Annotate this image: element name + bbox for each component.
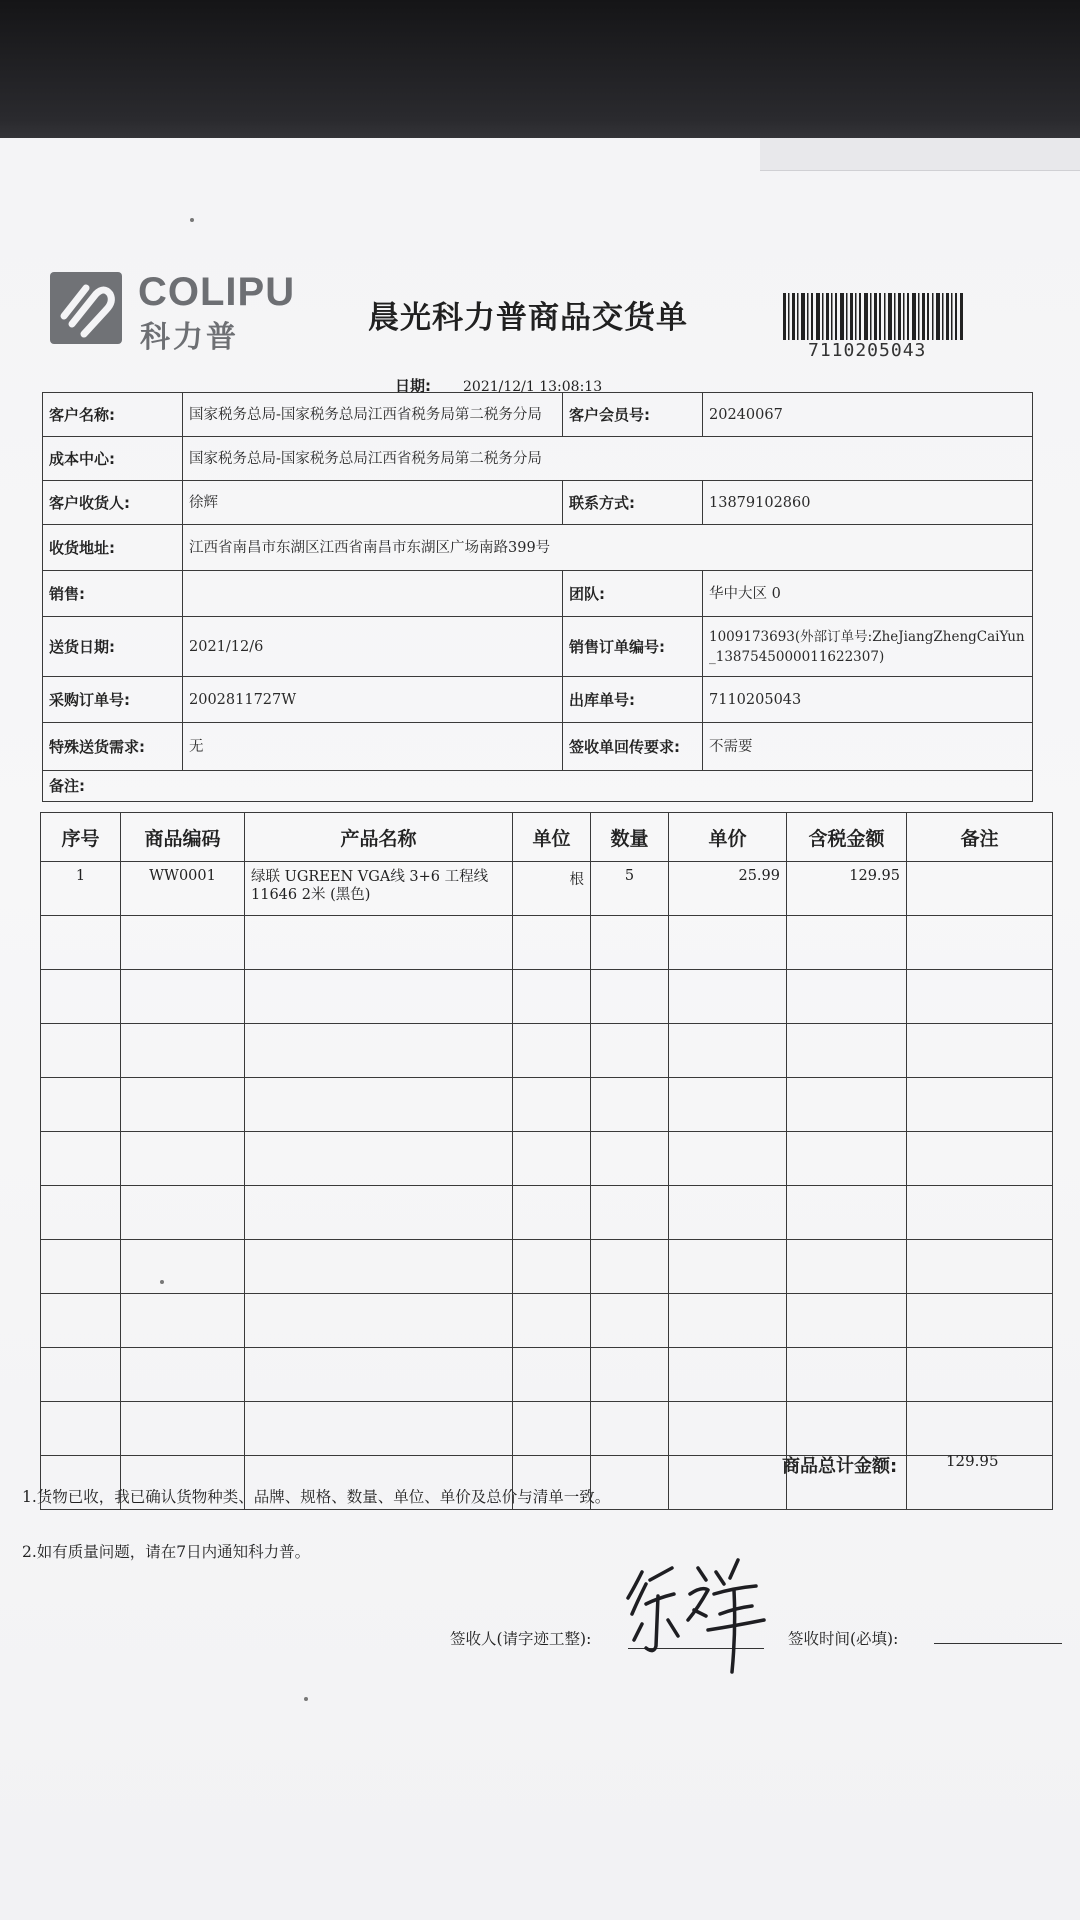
- table-row-empty: [41, 1240, 1053, 1294]
- cost-center-label: 成本中心:: [43, 437, 183, 481]
- signer-label: 签收人(请字迹工整):: [450, 1630, 592, 1648]
- item-remark: [907, 862, 1053, 916]
- receipt-requirement-label: 签收单回传要求:: [563, 723, 703, 771]
- table-row-empty: [41, 916, 1053, 970]
- total-value: 129.95: [946, 1452, 999, 1470]
- table-row-empty: [41, 970, 1053, 1024]
- paper-tear: [760, 138, 1080, 171]
- customer-info-table: [42, 392, 1033, 802]
- info-row: [43, 393, 1033, 437]
- colipu-logo: [50, 270, 296, 355]
- items-table: [40, 812, 1053, 1510]
- table-row-empty: [41, 1024, 1053, 1078]
- customer-name-label: 客户名称:: [43, 393, 183, 437]
- info-row: [43, 677, 1033, 723]
- document-title: 晨光科力普商品交货单: [368, 300, 688, 336]
- special-delivery-value: 无: [183, 723, 563, 771]
- team-value: 华中大区 0: [703, 571, 1033, 617]
- col-header-qty: 数量: [591, 813, 669, 862]
- info-row: [43, 437, 1033, 481]
- special-delivery-label: 特殊送货需求:: [43, 723, 183, 771]
- logo-chinese: 科力普: [140, 320, 239, 355]
- table-row-empty: [41, 1186, 1053, 1240]
- info-row: [43, 525, 1033, 571]
- table-row-empty: [41, 1078, 1053, 1132]
- delivery-date-label: 送货日期:: [43, 617, 183, 677]
- member-no-value: 20240067: [703, 393, 1033, 437]
- contact-value: 13879102860: [703, 481, 1033, 525]
- item-unit: 根: [513, 862, 591, 916]
- barcode-icon: [783, 293, 965, 340]
- member-no-label: 客户会员号:: [563, 393, 703, 437]
- sign-time-label: 签收时间(必填):: [788, 1630, 899, 1648]
- info-row: [43, 617, 1033, 677]
- sign-time-line: [934, 1643, 1062, 1644]
- purchase-order-label: 采购订单号:: [43, 677, 183, 723]
- item-price: 25.99: [669, 862, 787, 916]
- sales-value: [183, 571, 563, 617]
- confirmation-note: 1.货物已收，我已确认货物种类、品牌、规格、数量、单位、单价及总价与清单一致。: [22, 1488, 611, 1506]
- items-header-row: [41, 813, 1053, 862]
- info-row: [43, 481, 1033, 525]
- quality-note: 2.如有质量问题，请在7日内通知科力普。: [22, 1543, 311, 1561]
- col-header-no: 序号: [41, 813, 121, 862]
- contact-label: 联系方式:: [563, 481, 703, 525]
- sales-order-value: 1009173693(外部订单号:ZheJiangZhengCaiYun_1387545000011622307): [703, 617, 1033, 677]
- item-no: 1: [41, 862, 121, 916]
- team-label: 团队:: [563, 571, 703, 617]
- purchase-order-value: 2002811727W: [183, 677, 563, 723]
- info-row: [43, 571, 1033, 617]
- paper-speck: [190, 218, 194, 222]
- table-row-empty: [41, 1294, 1053, 1348]
- barcode-number: 7110205043: [808, 340, 927, 361]
- date-label: 日期:: [395, 377, 431, 395]
- outbound-label: 出库单号:: [563, 677, 703, 723]
- date-value: 2021/12/1 13:08:13: [463, 379, 603, 395]
- info-row: [43, 723, 1033, 771]
- receipt-requirement-value: 不需要: [703, 723, 1033, 771]
- col-header-unit: 单位: [513, 813, 591, 862]
- background-dark: [0, 0, 1080, 150]
- customer-name-value: 国家税务总局-国家税务总局江西省税务局第二税务分局: [183, 393, 563, 437]
- remark-label: 备注:: [43, 771, 1033, 802]
- col-header-price: 单价: [669, 813, 787, 862]
- sales-label: 销售:: [43, 571, 183, 617]
- col-header-amount: 含税金额: [787, 813, 907, 862]
- receiver-value: 徐辉: [183, 481, 563, 525]
- col-header-remark: 备注: [907, 813, 1053, 862]
- receiver-label: 客户收货人:: [43, 481, 183, 525]
- table-row: [41, 862, 1053, 916]
- remark-row: [43, 771, 1033, 802]
- paperclip-icon: [50, 272, 122, 344]
- item-amount: 129.95: [787, 862, 907, 916]
- item-code: WW0001: [121, 862, 245, 916]
- col-header-name: 产品名称: [245, 813, 513, 862]
- address-value: 江西省南昌市东湖区江西省南昌市东湖区广场南路399号: [183, 525, 1033, 571]
- outbound-value: 7110205043: [703, 677, 1033, 723]
- col-header-code: 商品编码: [121, 813, 245, 862]
- handwritten-signature: [624, 1550, 774, 1680]
- address-label: 收货地址:: [43, 525, 183, 571]
- sales-order-label: 销售订单编号:: [563, 617, 703, 677]
- logo-wordmark: COLIPU: [138, 270, 296, 314]
- total-label: 商品总计金额:: [782, 1456, 898, 1477]
- table-row-empty: [41, 1348, 1053, 1402]
- paper-speck: [304, 1697, 308, 1701]
- table-row-empty: [41, 1402, 1053, 1456]
- table-row-empty: [41, 1132, 1053, 1186]
- item-name: 绿联 UGREEN VGA线 3+6 工程线 11646 2米 (黑色): [245, 862, 513, 916]
- delivery-date-value: 2021/12/6: [183, 617, 563, 677]
- item-qty: 5: [591, 862, 669, 916]
- cost-center-value: 国家税务总局-国家税务总局江西省税务局第二税务分局: [183, 437, 1033, 481]
